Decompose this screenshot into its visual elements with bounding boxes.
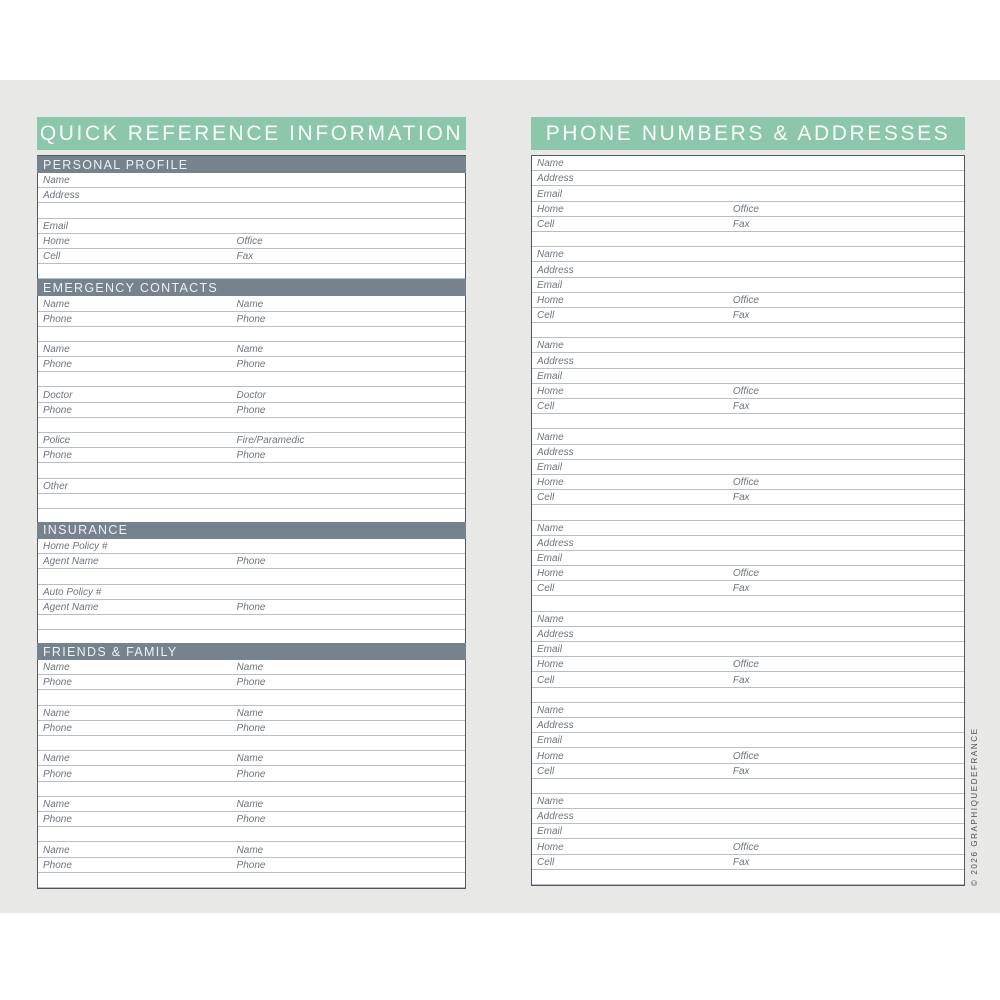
entry-line: [532, 521, 964, 536]
entry-line: [38, 188, 465, 203]
field-label-left: Address: [43, 190, 80, 202]
entry-line: [38, 312, 465, 327]
entry-line: [532, 839, 964, 854]
field-label-left: Name: [537, 704, 564, 716]
blank-line: [38, 615, 465, 630]
field-label-left: Cell: [537, 492, 555, 504]
entry-line: [532, 672, 964, 687]
field-label-left: Name: [43, 707, 70, 719]
field-label-right: Phone: [236, 814, 266, 826]
section-header: INSURANCE: [37, 522, 466, 539]
right-sheet: [531, 155, 965, 886]
field-label-right: Office: [732, 659, 759, 671]
entry-line: [532, 490, 964, 505]
field-label-left: Name: [43, 344, 70, 356]
field-label-left: Cell: [537, 583, 555, 595]
blank-line: [38, 203, 465, 218]
field-label-left: Name: [537, 340, 564, 352]
field-label-right: Office: [732, 203, 759, 215]
entry-line: [38, 675, 465, 690]
entry-line: [532, 627, 964, 642]
field-label-left: Name: [537, 796, 564, 808]
blank-line: [38, 463, 465, 478]
entry-line: [532, 657, 964, 672]
field-label-left: Home Policy #: [43, 541, 108, 553]
field-label-left: Address: [537, 173, 574, 185]
field-label-right: Fax: [732, 492, 750, 504]
field-label-right: Office: [732, 386, 759, 397]
entry-line: [532, 262, 964, 277]
field-label-right: Name: [236, 844, 264, 856]
field-label-left: Name: [43, 798, 70, 810]
entry-line: [532, 551, 964, 566]
field-label-left: Home: [537, 477, 564, 489]
entry-line: [532, 460, 964, 475]
field-label-left: Agent Name: [43, 601, 99, 613]
field-label-left: Email: [537, 370, 563, 382]
field-label-right: Office: [732, 750, 759, 762]
entry-line: [532, 156, 964, 171]
blank-line: [38, 327, 465, 342]
field-label-left: Cell: [43, 251, 61, 263]
field-label-left: Phone: [43, 450, 72, 462]
entry-line: [532, 353, 964, 368]
entry-line: [38, 357, 465, 372]
blank-line: [532, 323, 964, 338]
entry-line: [532, 475, 964, 490]
field-label-left: Address: [537, 355, 574, 367]
field-label-left: Email: [537, 826, 563, 838]
blank-line: [38, 418, 465, 433]
entry-line: [532, 612, 964, 627]
entry-line: [38, 812, 465, 827]
field-label-left: Email: [537, 644, 563, 656]
entry-line: [38, 751, 465, 766]
field-label-left: Home: [537, 659, 564, 671]
entry-line: [38, 842, 465, 857]
blank-line: [38, 690, 465, 705]
entry-line: [38, 479, 465, 494]
field-label-right: Phone: [236, 359, 266, 371]
blank-line: [532, 688, 964, 703]
field-label-left: Home: [537, 386, 564, 397]
field-label-right: Phone: [236, 768, 266, 780]
field-label-right: Phone: [236, 859, 266, 871]
entry-line: [532, 748, 964, 763]
entry-line: [532, 703, 964, 718]
field-label-left: Name: [537, 431, 564, 443]
field-label-right: Fax: [732, 583, 750, 595]
field-label-left: Email: [537, 188, 563, 200]
entry-line: [532, 794, 964, 809]
blank-line: [532, 414, 964, 429]
field-label-right: Name: [236, 298, 264, 310]
field-label-left: Email: [537, 461, 563, 473]
entry-line: [38, 249, 465, 264]
entry-line: [532, 217, 964, 232]
field-label-right: Name: [236, 753, 264, 765]
field-label-right: Fax: [732, 401, 750, 413]
blank-line: [38, 372, 465, 387]
field-label-left: Doctor: [43, 389, 73, 401]
field-label-left: Agent Name: [43, 556, 99, 568]
field-label-left: Address: [537, 629, 574, 640]
entry-line: [38, 448, 465, 463]
entry-line: [532, 308, 964, 323]
field-label-left: Email: [537, 553, 563, 565]
entry-line: [532, 718, 964, 733]
field-label-left: Other: [43, 480, 69, 492]
field-label-left: Phone: [43, 814, 72, 826]
field-label-left: Phone: [43, 859, 72, 871]
field-label-left: Email: [537, 279, 563, 291]
left-planner-page: [37, 117, 466, 889]
field-label-left: Phone: [43, 313, 72, 325]
entry-line: [38, 387, 465, 402]
field-label-left: Police: [43, 435, 71, 447]
field-label-right: Office: [732, 568, 759, 580]
field-label-right: Name: [236, 707, 264, 719]
section-header: EMERGENCY CONTACTS: [37, 279, 466, 296]
field-label-right: Fire/Paramedic: [236, 435, 305, 447]
field-label-right: Phone: [236, 723, 266, 734]
field-label-right: Name: [236, 798, 264, 810]
field-label-right: Phone: [236, 556, 266, 568]
field-label-left: Home: [537, 203, 564, 215]
entry-line: [38, 858, 465, 873]
entry-line: [532, 369, 964, 384]
entry-line: [532, 764, 964, 779]
blank-line: [38, 736, 465, 751]
blank-line: [38, 264, 465, 279]
field-label-right: Fax: [732, 856, 750, 868]
blank-line: [38, 782, 465, 797]
field-label-left: Name: [537, 613, 564, 625]
field-label-left: Address: [537, 446, 574, 458]
left-sheet: [37, 155, 466, 889]
entry-line: [532, 566, 964, 581]
field-label-left: Name: [43, 298, 70, 310]
field-label-left: Cell: [537, 401, 555, 413]
entry-line: [532, 399, 964, 414]
entry-line: [38, 660, 465, 675]
blank-line: [532, 596, 964, 611]
entry-line: [532, 429, 964, 444]
field-label-left: Email: [43, 220, 69, 232]
field-label-left: Home: [537, 841, 564, 853]
field-label-right: Phone: [236, 313, 266, 325]
entry-line: [38, 433, 465, 448]
entry-line: [532, 824, 964, 839]
field-label-right: Doctor: [236, 389, 266, 401]
blank-line: [532, 870, 964, 885]
blank-line: [38, 569, 465, 584]
field-label-left: Cell: [537, 218, 555, 230]
entry-line: [38, 554, 465, 569]
field-label-right: Fax: [732, 765, 750, 777]
entry-line: [38, 721, 465, 736]
entry-line: [38, 403, 465, 418]
field-label-left: Address: [537, 264, 574, 276]
field-label-left: Phone: [43, 359, 72, 371]
field-label-left: Name: [537, 158, 564, 170]
field-label-right: Fax: [732, 218, 750, 230]
field-label-left: Name: [43, 844, 70, 856]
blank-line: [532, 232, 964, 247]
entry-line: [38, 342, 465, 357]
entry-line: [532, 809, 964, 824]
entry-line: [38, 296, 465, 311]
entry-line: [532, 293, 964, 308]
field-label-left: Auto Policy #: [43, 586, 102, 598]
field-label-left: Address: [537, 811, 574, 823]
field-label-right: Office: [732, 841, 759, 853]
field-label-left: Phone: [43, 768, 72, 780]
field-label-left: Name: [43, 662, 70, 674]
entry-line: [38, 706, 465, 721]
entry-line: [532, 202, 964, 217]
field-label-left: Cell: [537, 765, 555, 777]
field-label-right: Phone: [236, 404, 266, 416]
entry-line: [532, 186, 964, 201]
field-label-right: Office: [236, 235, 263, 247]
right-planner-page: [531, 117, 965, 886]
left-page-title: QUICK REFERENCE INFORMATION: [37, 117, 466, 150]
field-label-right: Fax: [236, 251, 254, 263]
field-label-left: Phone: [43, 404, 72, 416]
entry-line: [532, 445, 964, 460]
entry-line: [38, 539, 465, 554]
entry-line: [532, 642, 964, 657]
entry-line: [38, 585, 465, 600]
entry-line: [532, 536, 964, 551]
entry-line: [38, 173, 465, 188]
right-page-title: PHONE NUMBERS & ADDRESSES: [531, 117, 965, 150]
section-header: FRIENDS & FAMILY: [37, 643, 466, 660]
field-label-left: Email: [537, 735, 563, 747]
entry-line: [38, 234, 465, 249]
blank-line: [38, 494, 465, 509]
entry-line: [532, 581, 964, 596]
field-label-right: Fax: [732, 674, 750, 686]
entry-line: [532, 247, 964, 262]
field-label-left: Name: [43, 175, 70, 187]
entry-line: [532, 171, 964, 186]
field-label-left: Name: [43, 753, 70, 765]
blank-line: [38, 873, 465, 888]
blank-line: [532, 779, 964, 794]
entry-line: [38, 797, 465, 812]
field-label-left: Address: [537, 537, 574, 549]
field-label-left: Home: [43, 235, 70, 247]
field-label-left: Phone: [43, 677, 72, 689]
field-label-left: Home: [537, 294, 564, 306]
copyright-branding: © 2026 GRAPHIQUEDEFRANCE: [970, 727, 979, 886]
entry-line: [532, 278, 964, 293]
entry-line: [532, 855, 964, 870]
field-label-left: Cell: [537, 674, 555, 686]
field-label-left: Phone: [43, 723, 72, 734]
field-label-left: Cell: [537, 856, 555, 868]
entry-line: [38, 766, 465, 781]
entry-line: [38, 600, 465, 615]
field-label-left: Address: [537, 720, 574, 732]
blank-line: [532, 505, 964, 520]
field-label-right: Name: [236, 344, 264, 356]
entry-line: [532, 733, 964, 748]
blank-line: [38, 827, 465, 842]
field-label-right: Office: [732, 477, 759, 489]
field-label-right: Fax: [732, 310, 750, 322]
field-label-right: Phone: [236, 450, 266, 462]
field-label-right: Phone: [236, 677, 266, 689]
entry-line: [532, 384, 964, 399]
field-label-right: Office: [732, 294, 759, 306]
field-label-right: Phone: [236, 601, 266, 613]
field-label-right: Name: [236, 662, 264, 674]
field-label-left: Home: [537, 750, 564, 762]
entry-line: [38, 219, 465, 234]
field-label-left: Name: [537, 522, 564, 534]
field-label-left: Home: [537, 568, 564, 580]
field-label-left: Name: [537, 249, 564, 261]
section-header: PERSONAL PROFILE: [37, 156, 466, 173]
entry-line: [532, 338, 964, 353]
field-label-left: Cell: [537, 310, 555, 322]
